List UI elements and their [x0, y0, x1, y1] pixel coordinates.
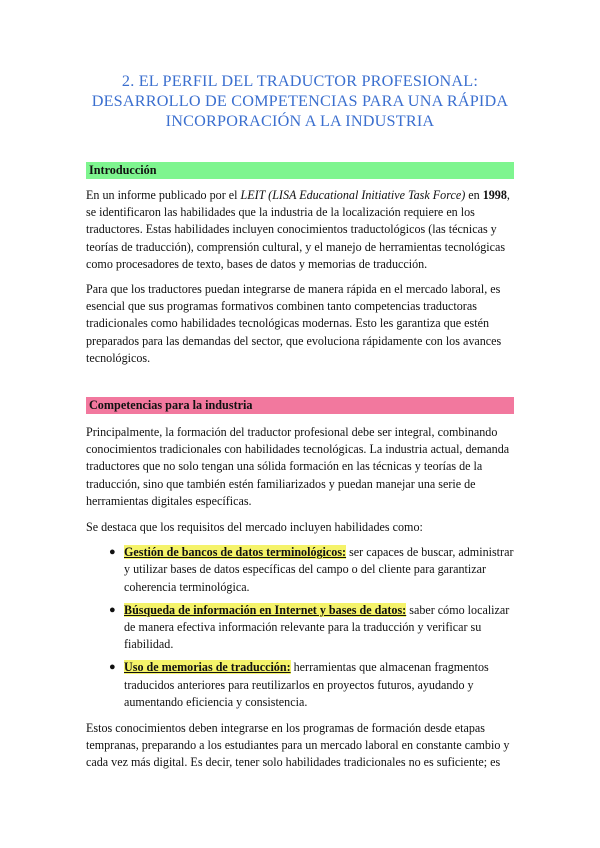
year-highlight: 1998: [482, 188, 507, 202]
intro-p1-text-e: , se identificaron las habilidades que la industria de la localización requiere en los traductores. Estas habilidades incluyen conocimientos traductológicos (las técnicas y teorías de traducción), comprensión cultural, y el manejo de herramientas tecnológicas como procesadores de texto, bases de datos y memorias de traducción.: [86, 188, 510, 271]
bullet-icon: ●: [109, 661, 116, 674]
skills-list: [86, 544, 514, 711]
intro-p1-text-c: en: [465, 188, 483, 202]
skill-description: herramientas que almacenan fragmentos traducidos anteriores para reutilizarlos en proyectos futuros, ayudando y aumentando eficiencia y consistencia.: [124, 660, 489, 709]
competencias-paragraph-2: Se destaca que los requisitos del mercado incluyen habilidades como:: [86, 520, 423, 535]
skill-term: Uso de memorias de traducción:: [124, 660, 291, 675]
list-item: [109, 659, 514, 711]
section-heading-competencias: Competencias para la industria: [86, 397, 514, 414]
leit-reference: LEIT (LISA Educational Initiative Task Force): [240, 188, 466, 202]
list-item: [109, 544, 514, 596]
list-item: [109, 602, 514, 654]
intro-paragraph-2: Para que los traductores puedan integrarse de manera rápida en el mercado laboral, es esencial que sus programas formativos combinen tanto competencias traductoras tradicionales como habilidades tecnológicas modernas. Esto les garantiza que estén preparados para las demandas del sector, que evoluciona rápidamente con los avances tecnológicos.: [86, 282, 502, 365]
page-title: [86, 0, 514, 131]
bullet-icon: ●: [109, 546, 116, 559]
competencias-paragraph-1: Principalmente, la formación del traductor profesional debe ser integral, combinando conocimientos tradicionales con habilidades tecnológicas. La industria actual, demanda traductores que no solo tengan una sólida formación en las técnicas y teorías de la traducción, sino que también estén familiarizados y puedan manejar una serie de herramientas digitales específicas.: [86, 425, 510, 508]
competencias-paragraph-3: Estos conocimientos deben integrarse en los programas de formación desde etapas tempranas, preparando a los estudiantes para un mercado laboral en constante cambio y cada vez más digital. Es decir, tener solo habilidades tradicionales no es suficiente; es: [86, 721, 510, 770]
title-line-3: INCORPORACIÓN A LA INDUSTRIA: [165, 112, 435, 130]
intro-p1-text-a: En un informe publicado por el: [86, 188, 241, 202]
section-heading-intro: Introducción: [86, 162, 514, 179]
title-line-2: DESARROLLO DE COMPETENCIAS PARA UNA RÁPIDA: [91, 92, 509, 110]
intro-paragraph-1: [86, 187, 514, 273]
skill-description: saber cómo localizar de manera efectiva información relevante para la traducción y verificar su fiabilidad.: [124, 602, 510, 652]
skill-term: Búsqueda de información en Internet y bases de datos:: [124, 602, 407, 617]
bullet-icon: ●: [109, 603, 116, 616]
title-line-1: 2. EL PERFIL DEL TRADUCTOR PROFESIONAL:: [121, 72, 479, 90]
skill-description: ser capaces de buscar, administrar y utilizar bases de datos específicas del campo o del cliente para garantizar coherencia terminológica.: [124, 545, 514, 594]
skill-term: Gestión de bancos de datos terminológicos:: [124, 545, 347, 560]
